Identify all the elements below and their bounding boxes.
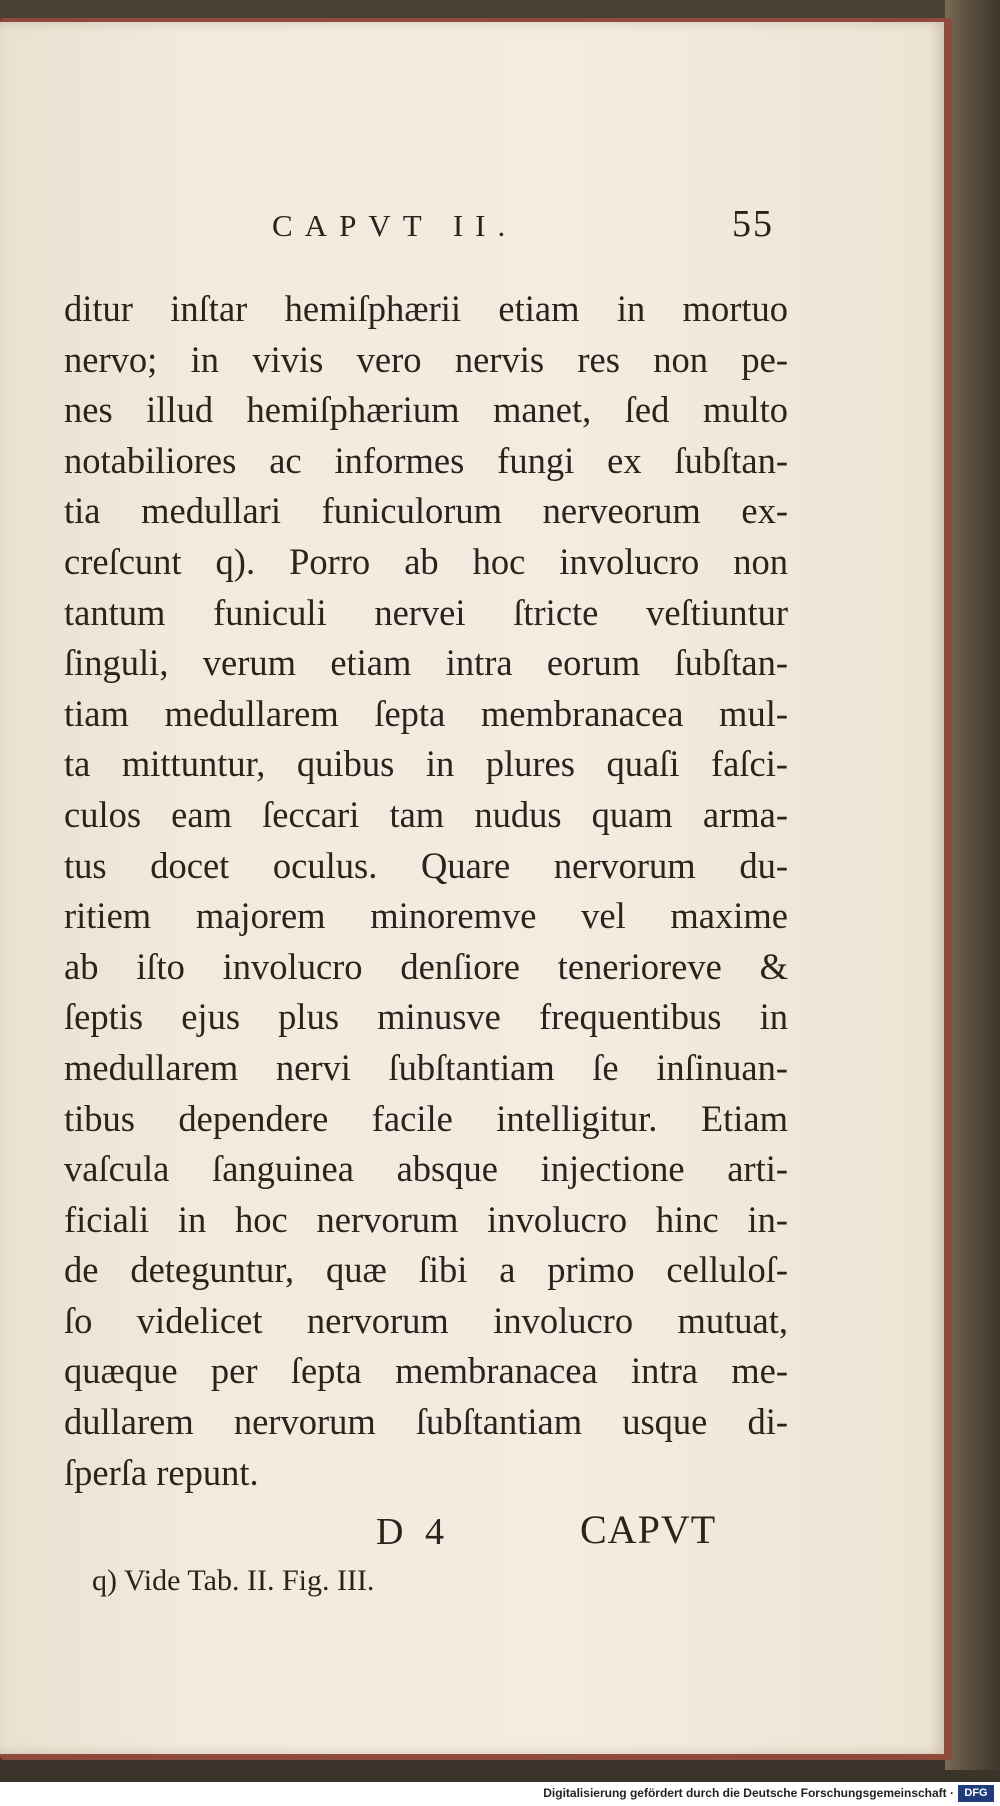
text-line: ſinguli, verum etiam intra eorum ſubſtan- xyxy=(64,642,788,684)
text-line: tia medullari funiculorum nerveorum ex- xyxy=(64,490,788,532)
text-line: ſo videlicet nervorum involucro mutuat, xyxy=(64,1299,788,1341)
text-line: tus docet oculus. Quare nervorum du- xyxy=(64,844,788,886)
text-line: ab iſto involucro denſiore tenerioreve & xyxy=(64,945,788,987)
running-head xyxy=(0,200,944,250)
dfg-logo: DFG xyxy=(958,1785,994,1802)
digitization-footer xyxy=(0,1782,1000,1806)
printer-signature-mark: D 4 xyxy=(376,1511,450,1553)
text-line: ta mittuntur, quibus in plures quaſi faſci- xyxy=(64,743,788,785)
text-line: creſcunt q). Porro ab hoc involucro non xyxy=(64,540,788,582)
text-line: ficiali in hoc nervorum involucro hinc in- xyxy=(64,1198,788,1240)
text-line: tiam medullarem ſepta membranacea mul- xyxy=(64,692,788,734)
text-line: medullarem nervi ſubſtantiam ſe inſinuan- xyxy=(64,1046,788,1088)
body-text xyxy=(64,284,788,1498)
text-line: de deteguntur, quæ ſibi a primo celluloſ- xyxy=(64,1249,788,1291)
text-line: culos eam ſeccari tam nudus quam arma- xyxy=(64,793,788,835)
text-line: ſperſa repunt. xyxy=(64,1451,259,1493)
page-number: 55 xyxy=(732,203,774,245)
funding-credit: Digitalisierung gefördert durch die Deutsche Forschungsgemeinschaft · xyxy=(543,1786,954,1800)
catchline xyxy=(0,1506,944,1566)
footnote: q) Vide Tab. II. Fig. III. xyxy=(92,1564,375,1597)
text-line: ſeptis ejus plus minusve frequentibus in xyxy=(64,996,788,1038)
book-page xyxy=(0,22,944,1754)
book-cover-edge xyxy=(945,0,1000,1770)
text-line: nervo; in vivis vero nervis res non pe- xyxy=(64,338,788,380)
text-line: dullarem nervorum ſubſtantiam usque di- xyxy=(64,1401,788,1443)
text-line: tantum funiculi nervei ſtricte veſtiuntur xyxy=(64,591,788,633)
text-line: notabiliores ac informes fungi ex ſubſtan- xyxy=(64,439,788,481)
text-line: ritiem majorem minoremve vel maxime xyxy=(64,895,788,937)
text-line: quæque per ſepta membranacea intra me- xyxy=(64,1350,788,1392)
chapter-title: CAPVT II. xyxy=(272,208,518,243)
catchword: CAPVT xyxy=(580,1507,717,1552)
text-line: tibus dependere facile intelligitur. Etiam xyxy=(64,1097,788,1139)
text-line: ditur inſtar hemiſphærii etiam in mortuo xyxy=(64,288,788,329)
text-line: vaſcula ſanguinea absque injectione arti- xyxy=(64,1148,788,1190)
text-line: nes illud hemiſphærium manet, ſed multo xyxy=(64,389,788,431)
